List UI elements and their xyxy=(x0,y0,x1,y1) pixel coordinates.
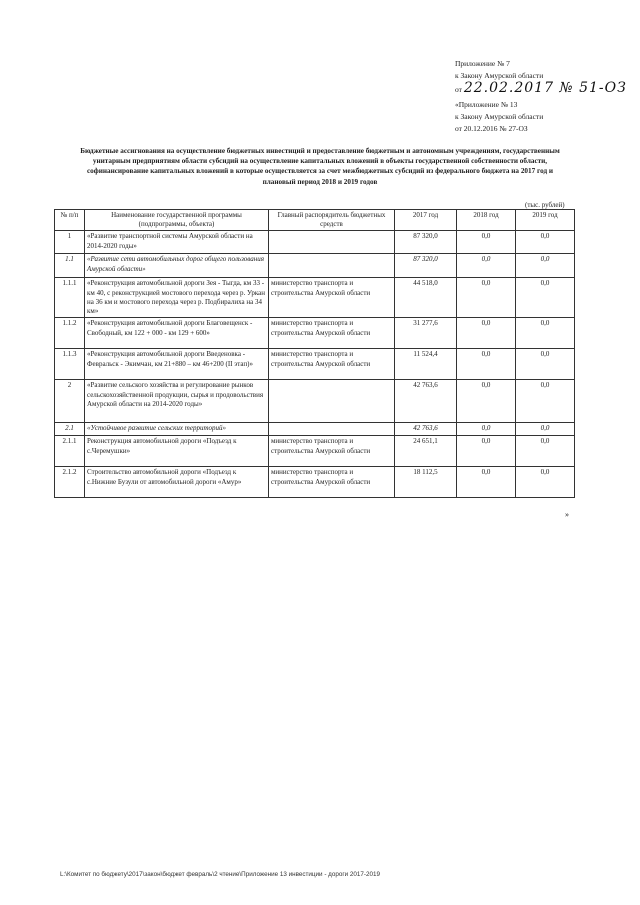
appendix-number: Приложение № 7 xyxy=(455,59,510,68)
row-budget-manager: министерство транспорта и строительства Амурской области xyxy=(269,467,395,498)
row-number: 1 xyxy=(55,231,85,254)
row-amount-2018: 0,0 xyxy=(457,436,516,467)
table-row xyxy=(55,231,575,254)
row-amount-2017: 31 277,6 xyxy=(395,318,457,349)
row-program-name: «Развитие сельского хозяйства и регулирование рынков сельскохозяйственной продукции, сырья и продовольствия Амурской области на 2014-2020 годы» xyxy=(85,380,269,423)
row-amount-2017: 11 524,4 xyxy=(395,349,457,380)
row-amount-2019: 0,0 xyxy=(516,278,575,318)
header-number: № п/п xyxy=(55,210,85,231)
row-program-name: «Устойчивое развитие сельских территорий» xyxy=(85,423,269,436)
table-row xyxy=(55,380,575,423)
row-amount-2018: 0,0 xyxy=(457,467,516,498)
row-program-name: Реконструкция автомобильной дороги «Подъезд к с.Черемушки» xyxy=(85,436,269,467)
row-amount-2019: 0,0 xyxy=(516,423,575,436)
row-amount-2017: 42 763,6 xyxy=(395,380,457,423)
row-amount-2019: 0,0 xyxy=(516,318,575,349)
row-budget-manager: министерство транспорта и строительства Амурской области xyxy=(269,318,395,349)
row-program-name: Строительство автомобильной дороги «Подъезд к с.Нижние Бузули от автомобильной дороги «Амур» xyxy=(85,467,269,498)
appendix-header xyxy=(455,58,627,96)
original-law-reference: к Закону Амурской области xyxy=(455,112,544,121)
row-number: 1.1.3 xyxy=(55,349,85,380)
table-row xyxy=(55,254,575,278)
row-amount-2018: 0,0 xyxy=(457,278,516,318)
row-budget-manager: министерство транспорта и строительства Амурской области xyxy=(269,278,395,318)
row-program-name: «Реконструкция автомобильной дороги Благовещенск - Свободный, км 122 + 000 - км 129 + 600» xyxy=(85,318,269,349)
row-budget-manager xyxy=(269,231,395,254)
document-title: Бюджетные ассигнования на осуществление бюджетных инвестиций и предоставление бюджетным и автономным учреждениям, государственным унитарным предприятиям области субсидий на осуществление капитальных вложений в объекты государственной собственности области, софинансирование капитальных вложений в которые осуществляется за счет межбюджетных субсидий из федерального бюджета на 2017 год и плановый период 2018 и 2019 годов xyxy=(80,147,560,186)
units-label: (тыс. рублей) xyxy=(525,201,565,209)
row-number: 1.1.1 xyxy=(55,278,85,318)
row-amount-2018: 0,0 xyxy=(457,318,516,349)
table-row xyxy=(55,467,575,498)
row-amount-2019: 0,0 xyxy=(516,467,575,498)
row-amount-2017: 87 320,0 xyxy=(395,231,457,254)
row-number: 2.1.2 xyxy=(55,467,85,498)
header-2019: 2019 год xyxy=(516,210,575,231)
handwritten-date-line xyxy=(455,82,627,96)
row-number: 1.1.2 xyxy=(55,318,85,349)
row-budget-manager: министерство транспорта и строительства Амурской области xyxy=(269,436,395,467)
table-row xyxy=(55,423,575,436)
row-amount-2019: 0,0 xyxy=(516,349,575,380)
row-number: 2 xyxy=(55,380,85,423)
table-row xyxy=(55,278,575,318)
row-amount-2018: 0,0 xyxy=(457,254,516,278)
row-amount-2018: 0,0 xyxy=(457,423,516,436)
row-amount-2019: 0,0 xyxy=(516,231,575,254)
row-program-name: «Развитие сети автомобильных дорог общего пользования Амурской области» xyxy=(85,254,269,278)
row-program-name: «Реконструкция автомобильной дороги Введеновка - Февральск - Экимчан, км 21+880 – км 46+200 (II этап)» xyxy=(85,349,269,380)
original-law-date: от 20.12.2016 № 27-ОЗ xyxy=(455,124,528,133)
header-program-name: Наименование государственной программы (подпрограммы, объекта) xyxy=(85,210,269,231)
row-amount-2017: 87 320,0 xyxy=(395,254,457,278)
row-number: 1.1 xyxy=(55,254,85,278)
row-amount-2018: 0,0 xyxy=(457,349,516,380)
law-reference: к Закону Амурской области xyxy=(455,71,544,80)
row-program-name: «Реконструкция автомобильной дороги Зея - Тыгда, км 33 - км 40, с реконструкцией мостового перехода через р. Уркан на 36 км и мостового перехода через р. Подбиралиха на 34 км» xyxy=(85,278,269,318)
row-budget-manager: министерство транспорта и строительства Амурской области xyxy=(269,349,395,380)
row-budget-manager xyxy=(269,423,395,436)
row-program-name: «Развитие транспортной системы Амурской области на 2014-2020 годы» xyxy=(85,231,269,254)
table-row xyxy=(55,349,575,380)
row-amount-2017: 44 518,0 xyxy=(395,278,457,318)
row-budget-manager xyxy=(269,254,395,278)
row-number: 2.1 xyxy=(55,423,85,436)
row-amount-2019: 0,0 xyxy=(516,254,575,278)
from-prefix: от xyxy=(455,85,462,94)
row-amount-2018: 0,0 xyxy=(457,231,516,254)
row-amount-2017: 42 763,6 xyxy=(395,423,457,436)
closing-quote: » xyxy=(565,510,569,519)
row-budget-manager xyxy=(269,380,395,423)
header-budget-manager: Главный распорядитель бюджетных средств xyxy=(269,210,395,231)
row-amount-2019: 0,0 xyxy=(516,436,575,467)
header-2017: 2017 год xyxy=(395,210,457,231)
table-row xyxy=(55,436,575,467)
original-appendix-number: «Приложение № 13 xyxy=(455,100,518,109)
file-path-footer: L:\Комитет по бюджету\2017\закон\бюджет февраль\2 чтение\Приложение 13 инвестиции - дороги 2017-2019 xyxy=(60,871,381,878)
row-amount-2017: 24 651,1 xyxy=(395,436,457,467)
row-amount-2019: 0,0 xyxy=(516,380,575,423)
table-header-row xyxy=(55,210,575,231)
header-2018: 2018 год xyxy=(457,210,516,231)
table-row xyxy=(55,318,575,349)
row-number: 2.1.1 xyxy=(55,436,85,467)
budget-table xyxy=(54,209,575,498)
original-appendix-header xyxy=(455,99,543,135)
row-amount-2018: 0,0 xyxy=(457,380,516,423)
handwritten-date: 22.02.2017 № 51-ОЗ xyxy=(463,80,627,96)
row-amount-2017: 18 112,5 xyxy=(395,467,457,498)
